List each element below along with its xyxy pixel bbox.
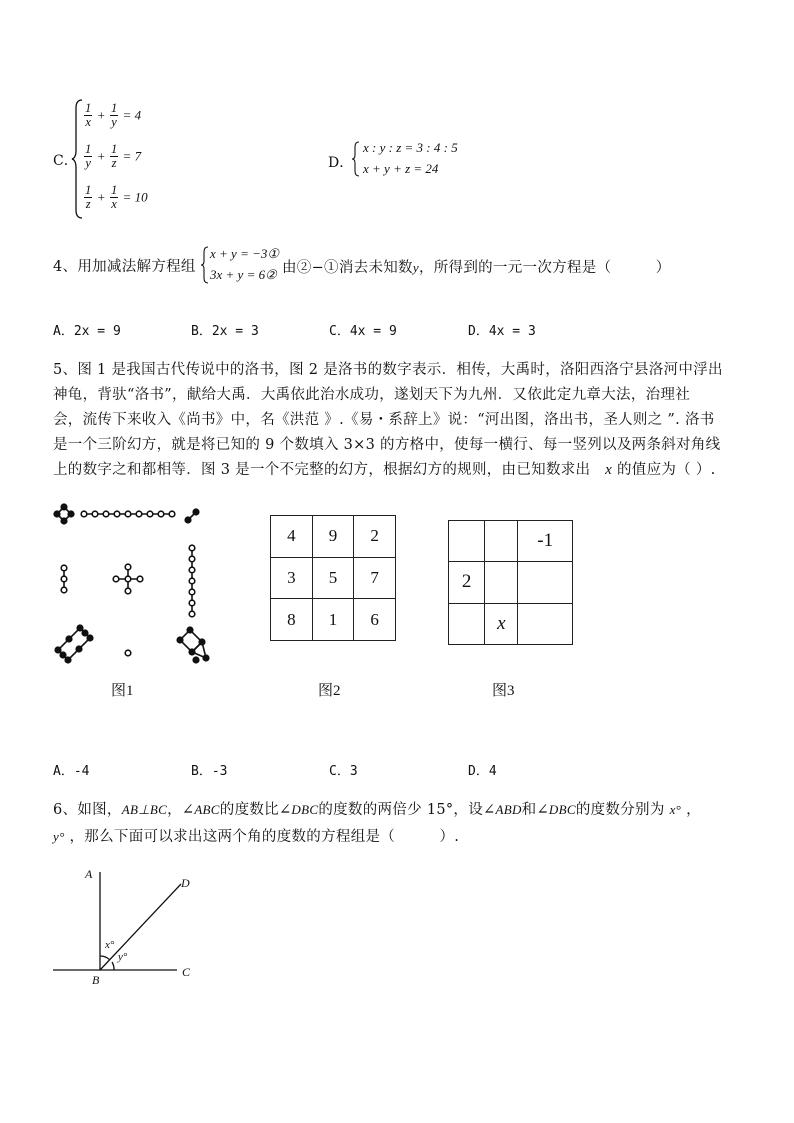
q4-option-c[interactable]: C．4x = 9 (329, 324, 397, 339)
label-y-angle: y° (118, 951, 128, 963)
q4-prefix: 4、用加减法解方程组 (53, 259, 196, 275)
grid-cell: -1 (518, 521, 573, 562)
q3-option-d-label: D． (328, 155, 354, 171)
grid-cell: 2 (354, 516, 396, 558)
fraction: $\frac{1}{y}$ (85, 142, 92, 170)
q5-line-4: 是一个三阶幻方，就是将已知的 9 个数填入 3×3 的方格中，使每一横行、每一竖列以及两条斜对角线 (53, 437, 721, 453)
q5-option-c[interactable]: C．3 (329, 764, 358, 779)
label-B: B (92, 973, 100, 987)
q3-option-c-brace (70, 98, 84, 220)
q4-option-d[interactable]: D．4x = 3 (468, 324, 536, 339)
q3-option-d-eq-1: x : y : z = 3 : 4 : 5 (363, 140, 458, 155)
q6-angle-figure (45, 860, 215, 990)
grid-cell: 5 (312, 557, 354, 599)
q4-system-brace (200, 246, 210, 284)
grid-cell (449, 603, 485, 644)
q4-eq-1: x + y = −3① (210, 246, 280, 261)
q5-figure-1-luoshu (50, 500, 210, 670)
q5-line-5: 上的数字之和都相等．图 3 是一个不完整的幻方，根据幻方的规则，由已知数求出 x 的值应为（ ）. (53, 462, 716, 478)
grid-cell: 1 (312, 599, 354, 641)
q5-line-1: 5、图 1 是我国古代传说中的洛书，图 2 是洛书的数字表示．相传，大禹时，洛阳西洛宁县洛河中浮出 (53, 362, 723, 378)
q4-option-a[interactable]: A．2x = 9 (53, 324, 121, 339)
q5-line-3: 会，流传下来收入《尚书》中，名《洪范 》.《易・系辞上》说：“河出图，洛出书，圣人则之 ”. 洛书 (53, 412, 715, 428)
grid-cell: 7 (354, 557, 396, 599)
grid-cell (518, 603, 573, 644)
grid-cell: 9 (312, 516, 354, 558)
label-A: A (85, 867, 93, 881)
q3-option-c-eq-2: $\frac{1}{y}$ + $\frac{1}{z}$ = 7 (85, 142, 142, 170)
q5-option-b[interactable]: B．-3 (191, 764, 228, 779)
q6-line-1: 6、如图，AB⊥BC，∠ABC的度数比∠DBC的度数的两倍少 15°，设∠ABD和∠DBC的度数分别为 x° ， (53, 802, 701, 818)
grid-cell: 4 (271, 516, 313, 558)
grid-cell: 3 (271, 557, 313, 599)
fraction: $\frac{1}{z}$ (110, 142, 118, 170)
grid-cell (518, 562, 573, 603)
q3-option-c-eq-3: $\frac{1}{z}$ + $\frac{1}{x}$ = 10 (85, 183, 148, 211)
fraction: $\frac{1}{x}$ (110, 183, 118, 211)
q5-caption-figure-3: 图3 (492, 683, 515, 699)
q3-option-c-eq-1: $\frac{1}{x}$ + $\frac{1}{y}$ = 4 (85, 101, 142, 129)
q6-line-2: y° ，那么下面可以求出这两个角的度数的方程组是（ ）. (53, 829, 460, 845)
grid-cell (485, 521, 518, 562)
q5-caption-figure-2: 图2 (318, 683, 341, 699)
grid-cell (485, 562, 518, 603)
q3-option-d-eq-2: x + y + z = 24 (363, 161, 439, 176)
label-x-angle: x° (105, 939, 115, 951)
q3-option-d-brace (351, 141, 361, 177)
grid-cell: 8 (271, 599, 313, 641)
q5-line-2: 神龟，背驮“洛书”，献给大禹．大禹依此治水成功，遂划天下为九州．又依此定九章大法，治理社 (53, 387, 691, 403)
q5-caption-figure-1: 图1 (111, 683, 134, 699)
fraction: $\frac{1}{z}$ (85, 183, 92, 211)
q4-eq-2: 3x + y = 6② (210, 267, 277, 282)
grid-cell: x (485, 603, 518, 644)
grid-cell: 2 (449, 562, 485, 603)
q4-option-b[interactable]: B．2x = 3 (191, 324, 259, 339)
q3-option-c-label: C． (53, 153, 78, 169)
q4-suffix: 由②−①消去未知数y，所得到的一元一次方程是（ ） (282, 260, 671, 276)
label-C: C (182, 965, 191, 979)
q5-option-a[interactable]: A．-4 (53, 764, 90, 779)
q5-figure-3-incomplete-square (448, 520, 573, 645)
q5-option-d[interactable]: D．4 (468, 764, 497, 779)
grid-cell: 6 (354, 599, 396, 641)
fraction: $\frac{1}{x}$ (85, 101, 92, 129)
grid-cell (449, 521, 485, 562)
q5-figure-2-magic-square (270, 515, 396, 641)
label-D: D (181, 876, 190, 890)
fraction: $\frac{1}{y}$ (110, 101, 118, 129)
